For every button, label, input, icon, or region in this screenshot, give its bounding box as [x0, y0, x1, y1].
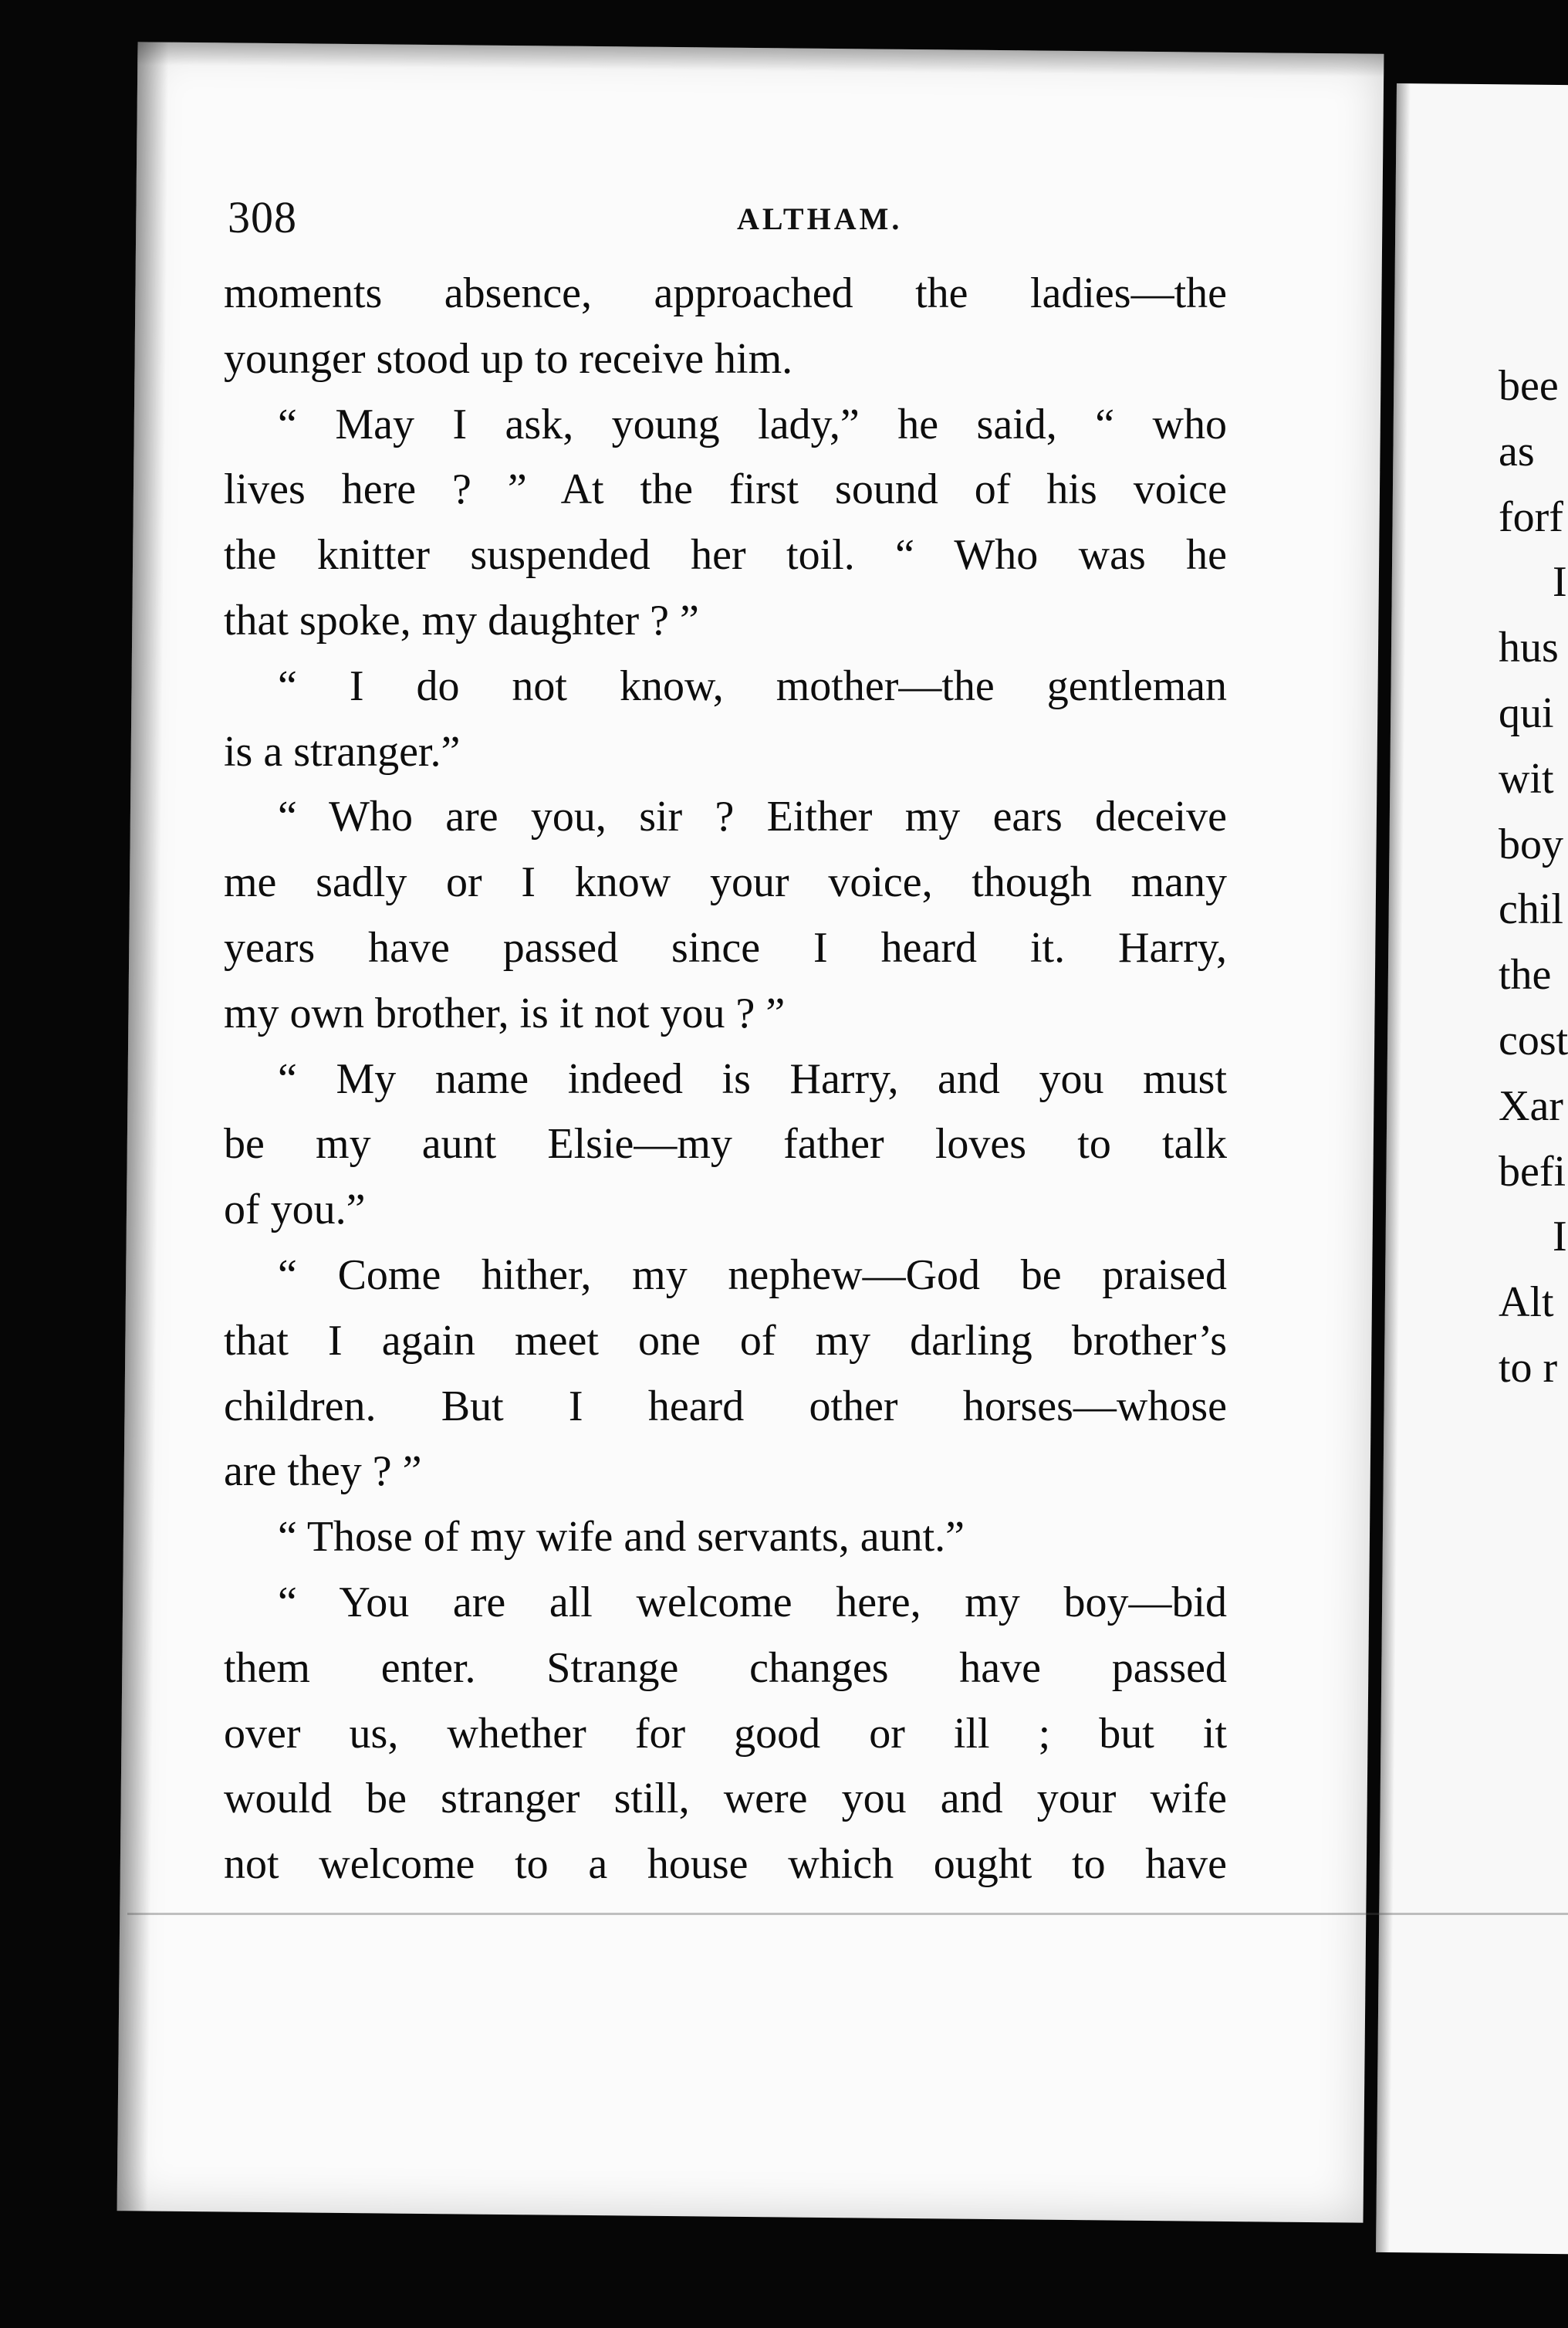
page-number: 308 [228, 192, 297, 242]
text-line: years have passed since I heard it. Harry, [224, 923, 1227, 972]
text-line: my own brother, is it not you ? ” [224, 989, 786, 1037]
right-page-fragment: forf [1499, 492, 1563, 541]
text-line: of you.” [224, 1186, 366, 1234]
text-line: me sadly or I know your voice, though many [224, 858, 1227, 907]
right-page-fragment: chil [1499, 885, 1563, 934]
right-page-fragment: befi [1499, 1147, 1566, 1196]
text-line: moments absence, approached the ladies—the [224, 269, 1227, 317]
right-page-fragment: cost [1499, 1016, 1568, 1064]
right-page-fragment: the [1499, 951, 1552, 1000]
right-page-text-fragments [1499, 354, 1568, 1401]
right-page-fragment: wit [1499, 754, 1554, 803]
text-line: “ Who are you, sir ? Either my ears deceive [278, 793, 1227, 841]
text-line: be my aunt Elsie—my father loves to talk [224, 1120, 1227, 1169]
right-page-fragment: I [1553, 1213, 1567, 1261]
right-page-fragment: I [1553, 558, 1567, 607]
text-line: younger stood up to receive him. [224, 334, 793, 383]
body-text [224, 261, 1227, 1897]
scan-artifact-line [127, 1913, 1568, 1915]
right-page-fragment: qui [1499, 689, 1554, 737]
right-page-fragment: boy [1499, 820, 1563, 868]
text-line: “ I do not know, mother—the gentleman [278, 662, 1227, 710]
text-line: are they ? ” [224, 1447, 422, 1496]
text-line: would be stranger still, were you and your wife [224, 1775, 1227, 1823]
text-line: “ May I ask, young lady,” he said, “ who [278, 400, 1227, 448]
right-page-fragment: Alt [1499, 1278, 1554, 1327]
right-page-fragment: hus [1499, 624, 1559, 672]
right-page-fragment: to r [1499, 1343, 1558, 1392]
right-page-fragment: Xar [1499, 1081, 1563, 1130]
right-page-fragment: bee [1499, 362, 1559, 410]
text-line: lives here ? ” At the first sound of his voice [224, 465, 1227, 514]
text-line: that spoke, my daughter ? ” [224, 596, 699, 645]
running-head: ALTHAM. [737, 201, 903, 236]
text-line: “ You are all welcome here, my boy—bid [278, 1578, 1227, 1626]
text-line: “ My name indeed is Harry, and you must [278, 1054, 1227, 1103]
text-line: “ Come hither, my nephew—God be praised [278, 1250, 1227, 1299]
text-line: over us, whether for good or ill ; but it [224, 1709, 1227, 1758]
text-line: that I again meet one of my darling brother’s [224, 1316, 1227, 1365]
text-line: the knitter suspended her toil. “ Who was he [224, 531, 1227, 580]
right-page-fragment: as [1499, 427, 1535, 475]
text-line: children. But I heard other horses—whose [224, 1382, 1227, 1430]
text-line: not welcome to a house which ought to have [224, 1840, 1227, 1889]
text-line: them enter. Strange changes have passed [224, 1643, 1227, 1692]
text-line: “ Those of my wife and servants, aunt.” [278, 1513, 965, 1562]
page-header [228, 191, 1223, 253]
text-line: is a stranger.” [224, 727, 461, 776]
